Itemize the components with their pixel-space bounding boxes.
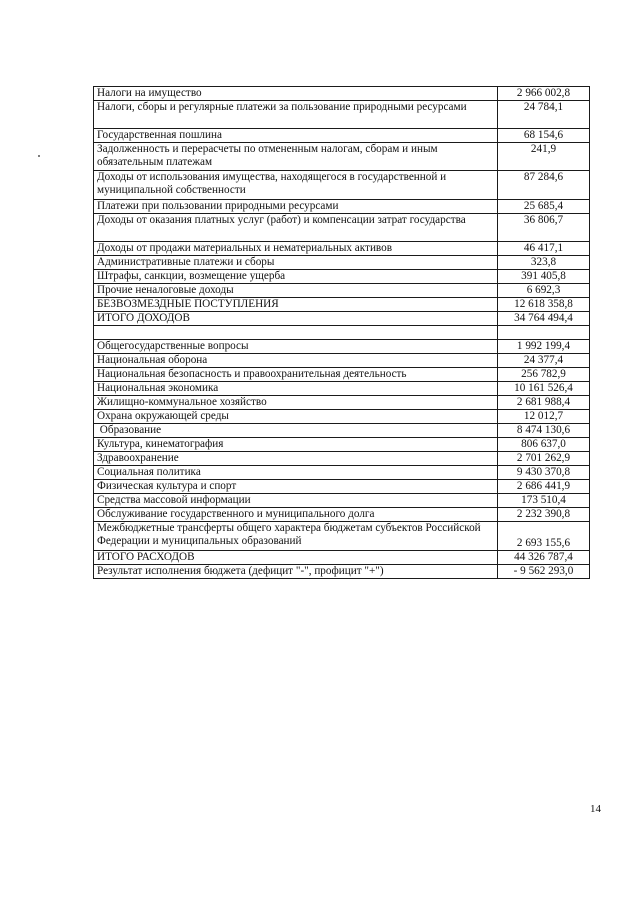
row-value: 1 992 199,4 [498, 340, 590, 354]
row-label: Административные платежи и сборы [94, 256, 498, 270]
row-value: 34 764 494,4 [498, 312, 590, 326]
row-value: 323,8 [498, 256, 590, 270]
table-row [94, 256, 590, 270]
row-value: 87 284,6 [498, 171, 590, 200]
scan-speck [38, 155, 40, 157]
row-value: 391 405,8 [498, 270, 590, 284]
row-value: - 9 562 293,0 [498, 565, 590, 579]
table-row [94, 396, 590, 410]
row-label: Социальная политика [94, 466, 498, 480]
table-row [94, 242, 590, 256]
table-row [94, 368, 590, 382]
table-row [94, 438, 590, 452]
row-value: 24 377,4 [498, 354, 590, 368]
row-value: 68 154,6 [498, 129, 590, 143]
row-label: Общегосударственные вопросы [94, 340, 498, 354]
row-label: ИТОГО РАСХОДОВ [94, 551, 498, 565]
row-label: Обслуживание государственного и муниципального долга [94, 508, 498, 522]
table-row [94, 87, 590, 101]
table-row [94, 410, 590, 424]
table-row [94, 171, 590, 200]
row-label: Доходы от использования имущества, находящегося в государственной и муниципальной собственности [94, 171, 498, 200]
row-label: Прочие неналоговые доходы [94, 284, 498, 298]
row-value: 12 618 358,8 [498, 298, 590, 312]
row-label: Доходы от оказания платных услуг (работ) и компенсации затрат государства [94, 214, 498, 242]
row-label: Доходы от продажи материальных и нематериальных активов [94, 242, 498, 256]
row-value: 2 681 988,4 [498, 396, 590, 410]
table-row [94, 284, 590, 298]
row-label: ИТОГО ДОХОДОВ [94, 312, 498, 326]
table-row [94, 101, 590, 129]
row-value: 2 966 002,8 [498, 87, 590, 101]
row-value: 2 686 441,9 [498, 480, 590, 494]
row-value: 36 806,7 [498, 214, 590, 242]
row-value: 24 784,1 [498, 101, 590, 129]
row-label: Охрана окружающей среды [94, 410, 498, 424]
row-value: 2 693 155,6 [498, 522, 590, 551]
table-row [94, 298, 590, 312]
table-row [94, 214, 590, 242]
row-value: 241,9 [498, 143, 590, 171]
table-row [94, 466, 590, 480]
row-value: 2 232 390,8 [498, 508, 590, 522]
row-value: 2 701 262,9 [498, 452, 590, 466]
row-label: Налоги, сборы и регулярные платежи за пользование природными ресурсами [94, 101, 498, 129]
row-value: 6 692,3 [498, 284, 590, 298]
row-label: Жилищно-коммунальное хозяйство [94, 396, 498, 410]
row-label: Физическая культура и спорт [94, 480, 498, 494]
table-row [94, 551, 590, 565]
page-number: 14 [590, 803, 601, 815]
row-label: Средства массовой информации [94, 494, 498, 508]
table-row [94, 129, 590, 143]
row-label: Образование [94, 424, 498, 438]
row-value: 46 417,1 [498, 242, 590, 256]
empty-cell [498, 326, 590, 340]
row-value: 9 430 370,8 [498, 466, 590, 480]
separator-row [94, 326, 590, 340]
budget-table [93, 86, 590, 579]
row-label: Культура, кинематография [94, 438, 498, 452]
row-label: Платежи при пользовании природными ресурсами [94, 200, 498, 214]
row-label: БЕЗВОЗМЕЗДНЫЕ ПОСТУПЛЕНИЯ [94, 298, 498, 312]
row-value: 44 326 787,4 [498, 551, 590, 565]
row-value: 8 474 130,6 [498, 424, 590, 438]
table-row [94, 270, 590, 284]
table-row [94, 340, 590, 354]
table-row [94, 480, 590, 494]
row-value: 25 685,4 [498, 200, 590, 214]
table-row [94, 452, 590, 466]
table-row [94, 508, 590, 522]
table-row [94, 424, 590, 438]
row-value: 10 161 526,4 [498, 382, 590, 396]
row-label: Результат исполнения бюджета (дефицит "-", профицит "+") [94, 565, 498, 579]
row-label: Задолженность и перерасчеты по отмененным налогам, сборам и иным обязательным платежам [94, 143, 498, 171]
empty-cell [94, 326, 498, 340]
table-row [94, 312, 590, 326]
row-value: 806 637,0 [498, 438, 590, 452]
table-row [94, 522, 590, 551]
table-row [94, 143, 590, 171]
row-value: 256 782,9 [498, 368, 590, 382]
table-row [94, 494, 590, 508]
row-value: 173 510,4 [498, 494, 590, 508]
row-value: 12 012,7 [498, 410, 590, 424]
row-label: Налоги на имущество [94, 87, 498, 101]
row-label: Штрафы, санкции, возмещение ущерба [94, 270, 498, 284]
row-label: Межбюджетные трансферты общего характера бюджетам субъектов Российской Федерации и муниципальных образований [94, 522, 498, 551]
table-row [94, 382, 590, 396]
row-label: Национальная экономика [94, 382, 498, 396]
row-label: Национальная безопасность и правоохранительная деятельность [94, 368, 498, 382]
table-row [94, 200, 590, 214]
row-label: Государственная пошлина [94, 129, 498, 143]
row-label: Здравоохранение [94, 452, 498, 466]
table-row [94, 354, 590, 368]
row-label: Национальная оборона [94, 354, 498, 368]
table-row [94, 565, 590, 579]
